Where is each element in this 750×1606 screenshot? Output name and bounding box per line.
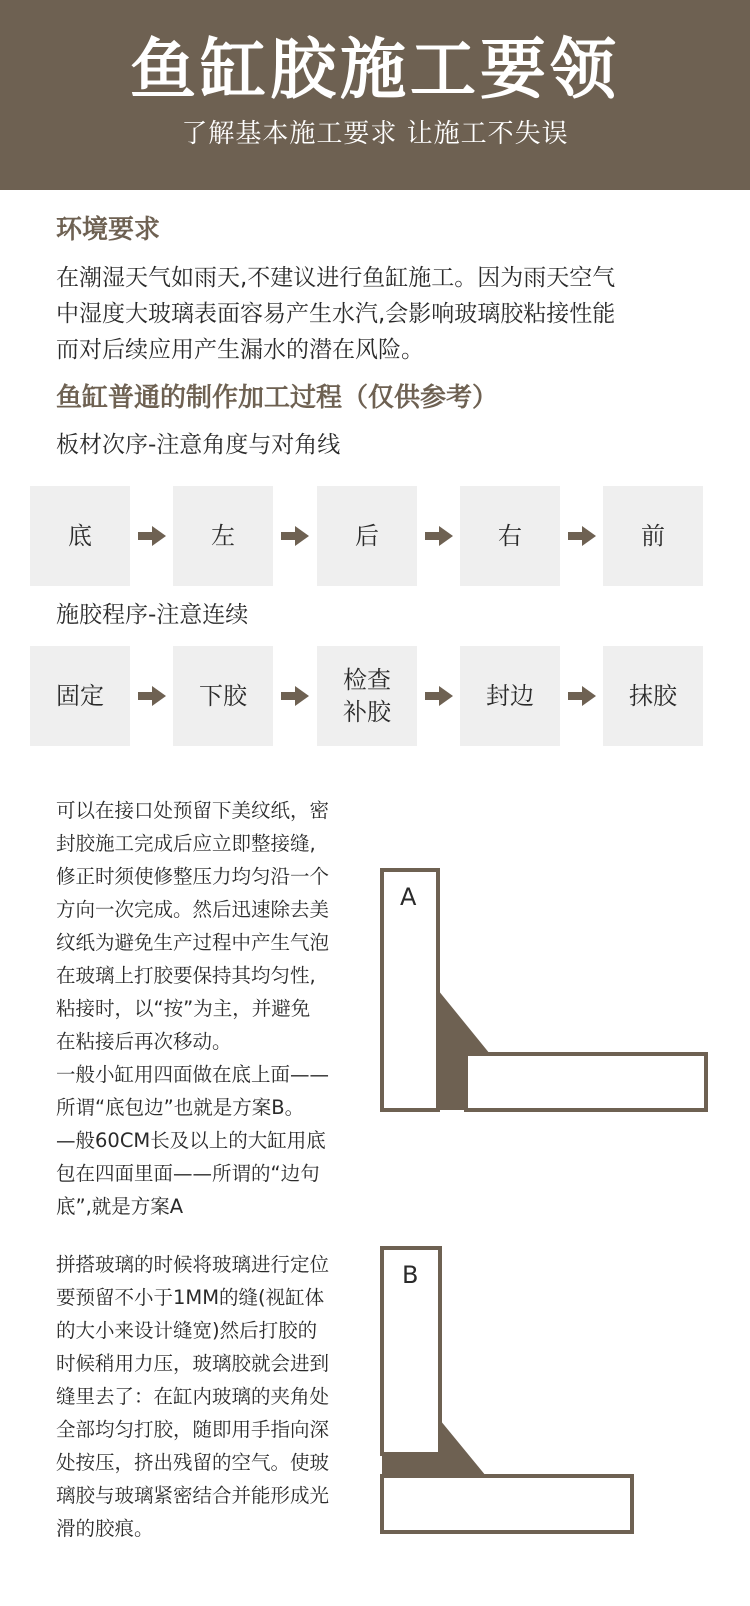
flow-step: 前 bbox=[603, 486, 703, 586]
text-line: 封胶施工完成后应立即整接缝, bbox=[56, 832, 316, 855]
text-line: 所谓“底包边”也就是方案B。 bbox=[56, 1096, 305, 1119]
text-line: 纹纸为避免生产过程中产生气泡 bbox=[56, 931, 330, 954]
glue-order-flow bbox=[30, 646, 720, 746]
text-line: 的大小来设计缝宽)然后打胶的 bbox=[56, 1319, 318, 1342]
glass-joint-diagram-a bbox=[378, 866, 718, 1116]
text-line: —般60CM长及以上的大缸用底 bbox=[56, 1129, 326, 1152]
arrow-right-icon bbox=[281, 684, 309, 708]
page-title: 鱼缸胶施工要领 bbox=[130, 31, 620, 108]
board-order-label: 板材次序-注意角度与对角线 bbox=[56, 432, 341, 458]
text-line: 时候稍用力压，玻璃胶就会进到 bbox=[56, 1352, 330, 1375]
board-order-flow bbox=[30, 486, 720, 586]
text-line: 可以在接口处预留下美纹纸，密 bbox=[56, 799, 330, 822]
arrow-right-icon bbox=[425, 684, 453, 708]
text-line: 璃胶与玻璃紧密结合并能形成光 bbox=[56, 1484, 330, 1507]
page-subtitle: 了解基本施工要求 让施工不失误 bbox=[181, 119, 569, 149]
text-line: 拼搭玻璃的时候将玻璃进行定位 bbox=[56, 1253, 330, 1276]
text-line: 要预留不小于1MM的缝(视缸体 bbox=[56, 1286, 325, 1309]
arrow-right-icon bbox=[281, 524, 309, 548]
arrow-right-icon bbox=[138, 524, 166, 548]
flow-step: 右 bbox=[460, 486, 560, 586]
text-line: 在粘接后再次移动。 bbox=[56, 1030, 232, 1053]
section-b-text bbox=[56, 1248, 376, 1545]
flow-step: 下胶 bbox=[173, 646, 273, 746]
flow-step: 抹胶 bbox=[603, 646, 703, 746]
text-line: 处按压，挤出残留的空气。使玻 bbox=[56, 1451, 330, 1474]
arrow-right-icon bbox=[568, 524, 596, 548]
header-banner bbox=[0, 0, 750, 190]
flow-step: 固定 bbox=[30, 646, 130, 746]
environment-heading: 环境要求 bbox=[56, 215, 161, 245]
glue-order-label: 施胶程序-注意连续 bbox=[56, 602, 249, 628]
text-line: 全部均匀打胶，随即用手指向深 bbox=[56, 1418, 330, 1441]
diagram-b-label: B bbox=[402, 1261, 419, 1289]
text-line: 粘接时，以“按”为主，并避免 bbox=[56, 997, 311, 1020]
text-line: 方向一次完成。然后迅速除去美 bbox=[56, 898, 330, 921]
text-line: 底”,就是方案A bbox=[56, 1195, 184, 1218]
diagram-a-label: A bbox=[400, 883, 417, 911]
arrow-right-icon bbox=[568, 684, 596, 708]
text-line: 修正时须使修整压力均匀沿一个 bbox=[56, 865, 330, 888]
arrow-right-icon bbox=[138, 684, 166, 708]
flow-step: 底 bbox=[30, 486, 130, 586]
environment-paragraph bbox=[56, 260, 716, 368]
process-heading: 鱼缸普通的制作加工过程（仅供参考） bbox=[56, 383, 499, 413]
arrow-right-icon bbox=[425, 524, 453, 548]
text-line: 缝里去了：在缸内玻璃的夹角处 bbox=[56, 1385, 330, 1408]
environment-line: 中湿度大玻璃表面容易产生水汽,会影响玻璃胶粘接性能 bbox=[56, 301, 616, 327]
text-line: 在玻璃上打胶要保持其均匀性, bbox=[56, 964, 316, 987]
flow-step: 左 bbox=[173, 486, 273, 586]
flow-step: 后 bbox=[317, 486, 417, 586]
text-line: 一般小缸用四面做在底上面—— bbox=[56, 1063, 330, 1086]
environment-line: 而对后续应用产生漏水的潜在风险。 bbox=[56, 337, 424, 363]
text-line: 滑的胶痕。 bbox=[56, 1517, 154, 1540]
text-line: 包在四面里面——所谓的“边句 bbox=[56, 1162, 320, 1185]
flow-step: 检查 补胶 bbox=[317, 646, 417, 746]
environment-line: 在潮湿天气如雨天,不建议进行鱼缸施工。因为雨天空气 bbox=[56, 265, 616, 291]
flow-step: 封边 bbox=[460, 646, 560, 746]
section-a-text bbox=[56, 794, 376, 1223]
